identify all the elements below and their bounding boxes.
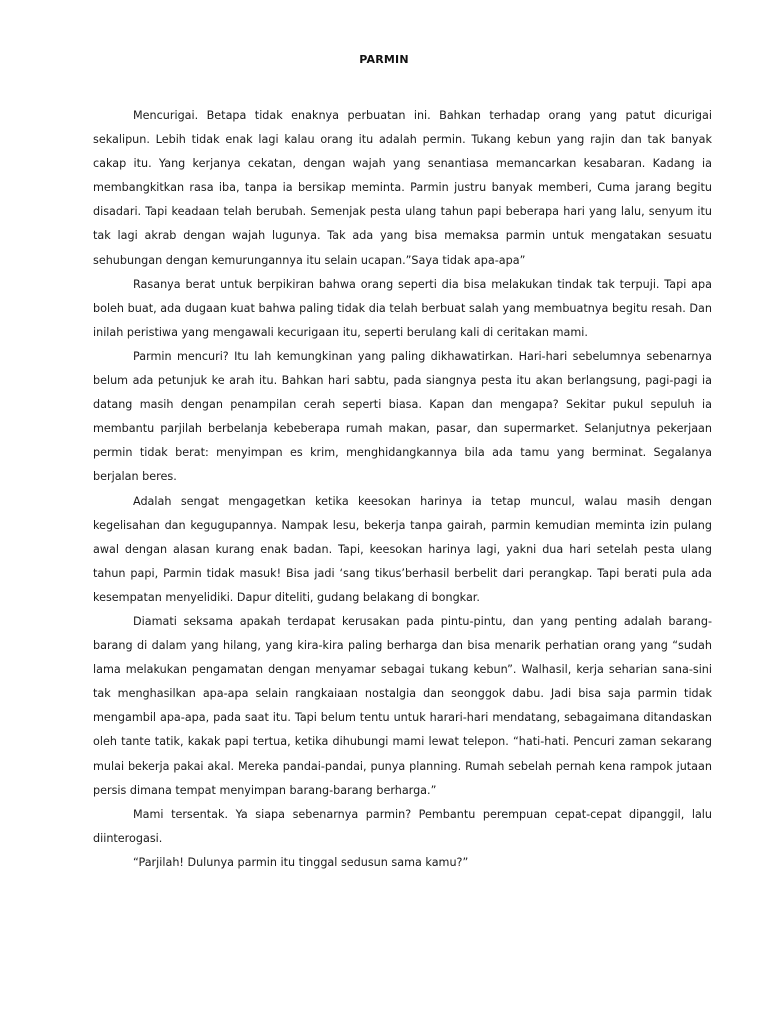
paragraph-4: Adalah sengat mengagetkan ketika keesokan harinya ia tetap muncul, walau masih dengan kegelisahan dan kegugupannya. Nampak lesu, bekerja tanpa gairah, parmin kemudian meminta izin pulang awal dengan alasan kurang enak badan. Tapi, keesokan harinya lagi, yakni dua hari setelah pesta ulang tahun papi, Parmin tidak masuk! Bisa jadi ‘sang tikus’berhasil berbelit dari perangkap. Tapi berati pula ada kesempatan menyelidiki. Dapur diteliti, gudang belakang di bongkar. xyxy=(93,494,712,604)
paragraph-7: “Parjilah! Dulunya parmin itu tinggal sedusun sama kamu?” xyxy=(133,855,469,869)
document-title: PARMIN xyxy=(359,53,409,66)
paragraph-5: Diamati seksama apakah terdapat kerusakan pada pintu-pintu, dan yang penting adalah barang-barang di dalam yang hilang, yang kira-kira paling berharga dan bisa menarik perhatian orang yang “sudah lama melakukan pengamatan dengan menyamar sebagai tukang kebun”. Walhasil, kerja seharian sana-sini tak menghasilkan apa-apa selain rangkaiaan nostalgia dan seonggok dabu. Jadi bisa saja parmin tidak mengambil apa-apa, pada saat itu. Tapi belum tentu untuk harari-hari mendatang, sebagaimana ditandaskan oleh tante tatik, kakak papi tertua, ketika dihubungi mami lewat telepon. “hati-hati. Pencuri zaman sekarang mulai bekerja pakai akal. Mereka pandai-pandai, punya planning. Rumah sebelah pernah kena rampok jutaan persis dimana tempat menyimpan barang-barang berharga.” xyxy=(93,614,712,797)
story-body xyxy=(93,104,712,875)
paragraph-2: Rasanya berat untuk berpikiran bahwa orang seperti dia bisa melakukan tindak tak terpuji. Tapi apa boleh buat, ada dugaan kuat bahwa paling tidak dia telah berbuat salah yang membuatnya begitu resah. Dan inilah peristiwa yang mengawali kecurigaan itu, seperti berulang kali di ceritakan mami. xyxy=(93,277,712,339)
paragraph-6: Mami tersentak. Ya siapa sebenarnya parmin? Pembantu perempuan cepat-cepat dipanggil, lalu diinterogasi. xyxy=(93,807,712,845)
paragraph-3: Parmin mencuri? Itu lah kemungkinan yang paling dikhawatirkan. Hari-hari sebelumnya sebenarnya belum ada petunjuk ke arah itu. Bahkan hari sabtu, pada siangnya pesta itu akan berlangsung, pagi-pagi ia datang masih dengan penampilan cerah seperti biasa. Kapan dan mengapa? Sekitar pukul sepuluh ia membantu parjilah berbelanja kebeberapa rumah makan, pasar, dan supermarket. Selanjutnya pekerjaan permin tidak berat: menyimpan es krim, menghidangkannya bila ada tamu yang berminat. Segalanya berjalan beres. xyxy=(93,349,712,484)
paragraph-1: Mencurigai. Betapa tidak enaknya perbuatan ini. Bahkan terhadap orang yang patut dicurigai sekalipun. Lebih tidak enak lagi kalau orang itu adalah permin. Tukang kebun yang rajin dan tak banyak cakap itu. Yang kerjanya cekatan, dengan wajah yang senantiasa memancarkan kesabaran. Kadang ia membangkitkan rasa iba, tanpa ia bersikap meminta. Parmin justru banyak memberi, Cuma jarang begitu disadari. Tapi keadaan telah berubah. Semenjak pesta ulang tahun papi beberapa hari yang lalu, senyum itu tak lagi akrab dengan wajah lugunya. Tak ada yang bisa memaksa parmin untuk mengatakan sesuatu sehubungan dengan kemurungannya itu selain ucapan.”Saya tidak apa-apa” xyxy=(93,109,712,267)
